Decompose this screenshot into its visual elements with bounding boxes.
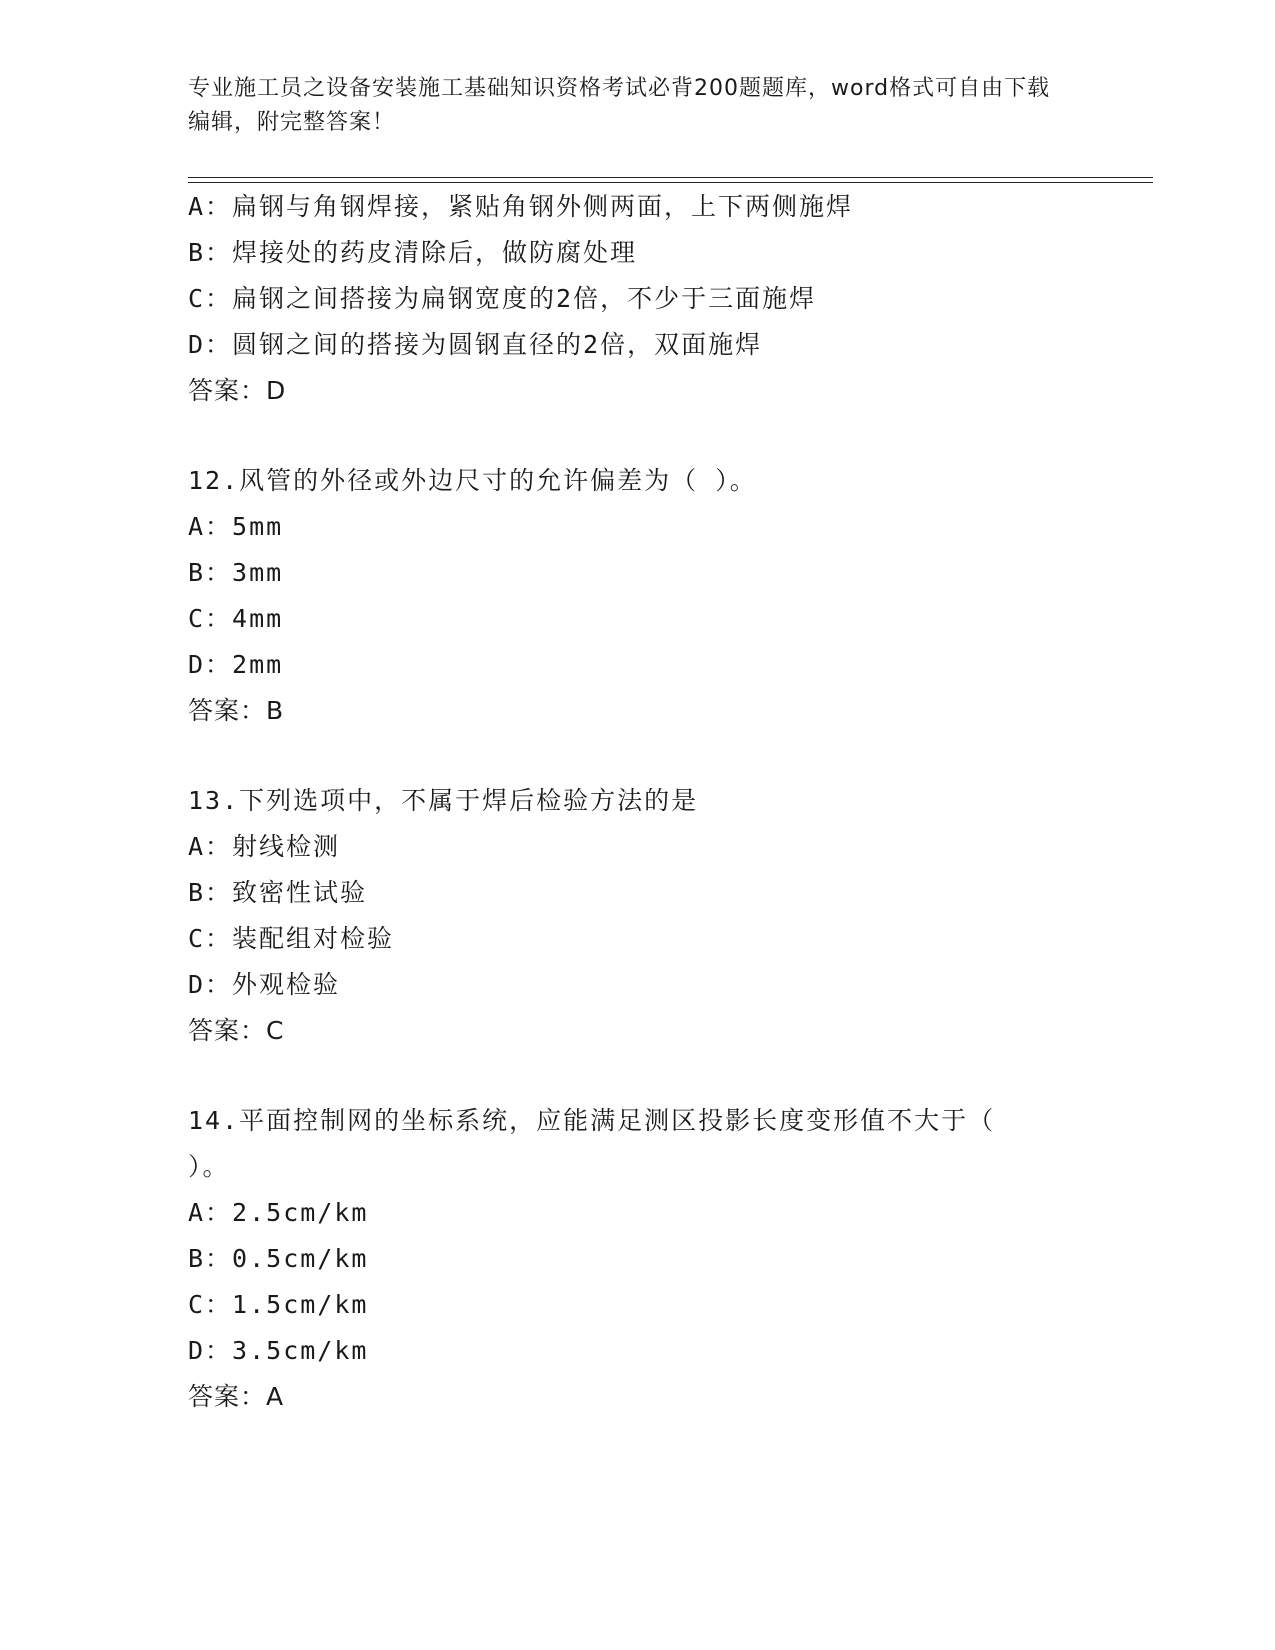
answer: 答案：C — [188, 1016, 285, 1045]
question-title: 13.下列选项中，不属于焊后检验方法的是 — [188, 786, 699, 815]
answer: 答案：D — [188, 376, 287, 405]
question-title-line-1: 14.平面控制网的坐标系统，应能满足测区投影长度变形值不大于（ — [188, 1106, 996, 1135]
option-c: C：扁钢之间搭接为扁钢宽度的2倍，不少于三面施焊 — [188, 284, 817, 313]
question-12 — [188, 458, 1088, 734]
question-14 — [188, 1098, 1088, 1420]
question-13 — [188, 778, 1088, 1054]
option-a: A：2.5cm/km — [188, 1198, 369, 1227]
option-b: B：致密性试验 — [188, 878, 368, 907]
document-header: 专业施工员之设备安装施工基础知识资格考试必背200题题库，word格式可自由下载编辑，附完整答案！ — [188, 76, 1051, 135]
question-title-line-2: ）。 — [188, 1152, 230, 1181]
header-divider-bottom — [188, 182, 1153, 183]
header-divider-top — [188, 177, 1153, 178]
option-d: D：圆钢之间的搭接为圆钢直径的2倍，双面施焊 — [188, 330, 763, 359]
option-c: C：4mm — [188, 604, 284, 633]
option-d: D：3.5cm/km — [188, 1336, 369, 1365]
question-11 — [188, 184, 1088, 414]
option-d: D：外观检验 — [188, 970, 341, 999]
option-a: A：扁钢与角钢焊接，紧贴角钢外侧两面，上下两侧施焊 — [188, 192, 854, 221]
answer: 答案：A — [188, 1382, 285, 1411]
option-a: A：射线检测 — [188, 832, 341, 861]
option-c: C：1.5cm/km — [188, 1290, 369, 1319]
answer: 答案：B — [188, 696, 285, 725]
option-b: B：焊接处的药皮清除后，做防腐处理 — [188, 238, 638, 267]
option-c: C：装配组对检验 — [188, 924, 395, 953]
option-b: B：0.5cm/km — [188, 1244, 369, 1273]
question-list — [188, 188, 1088, 1420]
question-title: 12.风管的外径或外边尺寸的允许偏差为（ ）。 — [188, 466, 757, 495]
option-d: D：2mm — [188, 650, 284, 679]
option-a: A：5mm — [188, 512, 284, 541]
option-b: B：3mm — [188, 558, 284, 587]
